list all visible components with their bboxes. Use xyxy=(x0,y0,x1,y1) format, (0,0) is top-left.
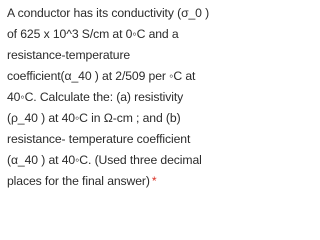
question-line: of 625 x 10^3 S/cm at 0◦C and a xyxy=(7,27,179,41)
question-line-last xyxy=(7,171,260,192)
question-text xyxy=(7,3,260,192)
question-line-text: places for the final answer) xyxy=(7,174,150,188)
question-line: resistance- temperature coefficient xyxy=(7,132,191,146)
question-line: (α_40 ) at 40◦C. (Used three decimal xyxy=(7,153,202,167)
question-line: 40◦C. Calculate the: (a) resistivity xyxy=(7,90,184,104)
question-line: (ρ_40 ) at 40◦C in Ω-cm ; and (b) xyxy=(7,111,181,125)
required-asterisk: * xyxy=(151,174,157,188)
question-line: resistance-temperature xyxy=(7,48,131,62)
question-line: coefficient(α_40 ) at 2/509 per ◦C at xyxy=(7,69,196,83)
question-line: A conductor has its conductivity (σ_0 ) xyxy=(7,6,210,20)
